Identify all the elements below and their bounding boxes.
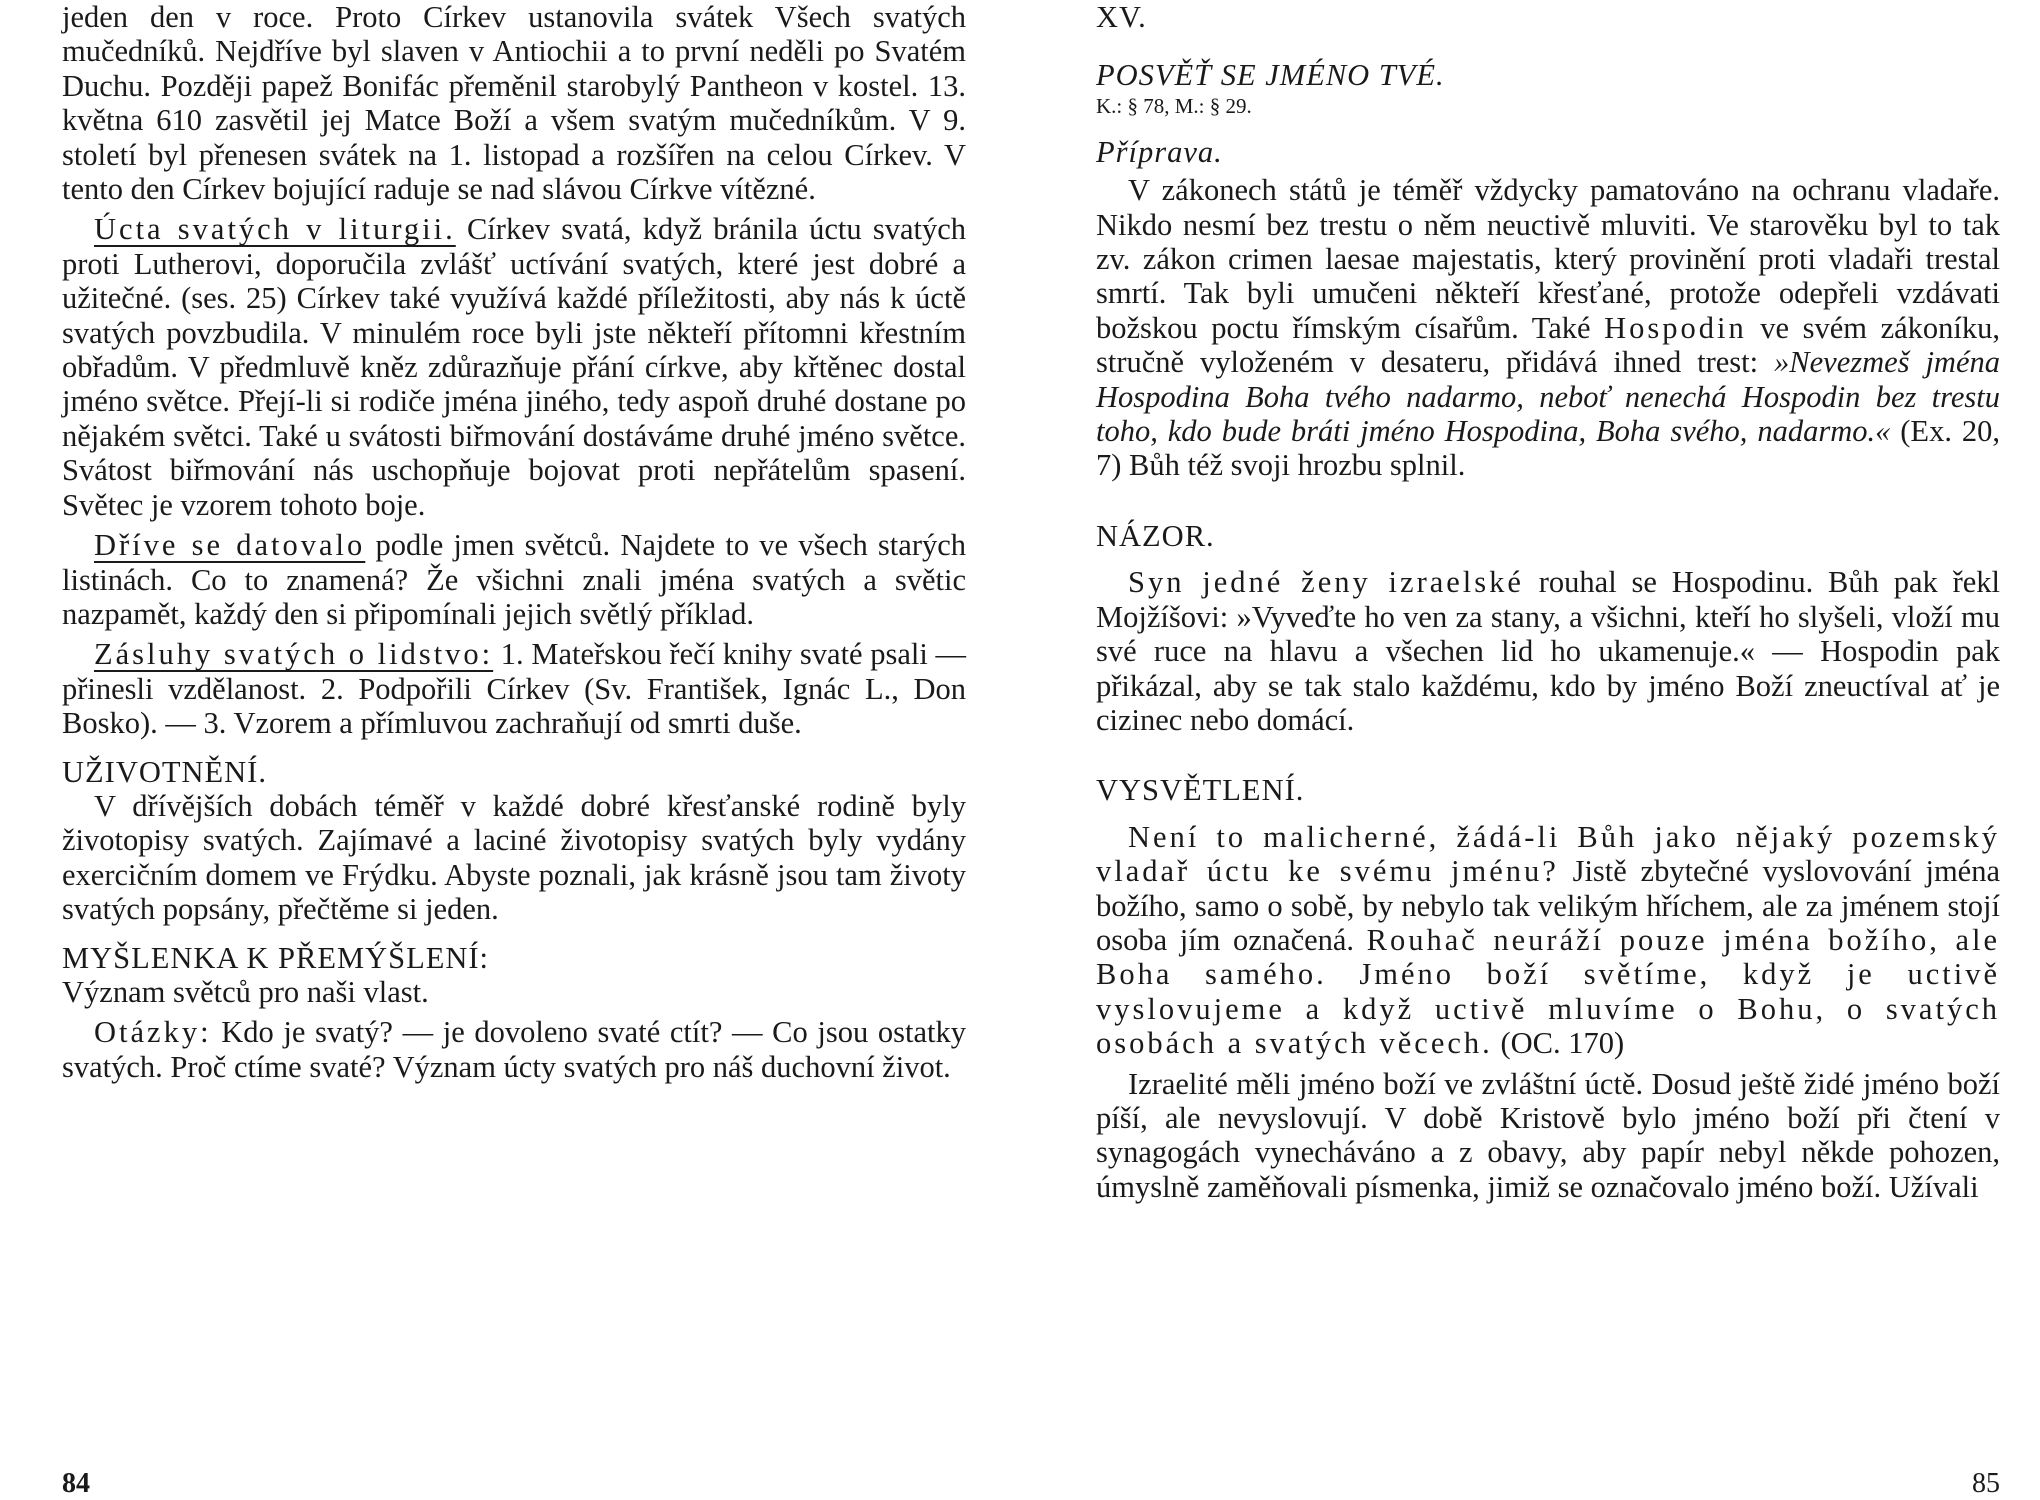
chapter-title: POSVĚŤ SE JMÉNO TVÉ. <box>1096 58 1445 93</box>
intro-paragraph: jeden den v roce. Proto Církev ustanovila svátek Všech svatých mučedníků. Nejdříve byl slaven v Antiochii a to první neděli po Svatém Duchu. Později papež Bonifác přeměnil starobylý Pantheon v kostel. 13. května 610 zasvětil jej Matce Boží a všem svatým mučedníkům. V 9. století byl přenesen svátek na 1. listopad a rozšířen na celou Církev. V tento den Církev bojující raduje se nad slávou Církve vítězné. <box>62 0 966 207</box>
preparation-text-a: V zákonech států je téměř vždycky pamatováno na ochranu vladaře. Nikdo nesmí bez trestu o něm neuctivě mluviti. Ve starověku byl to tak zv. zákon crimen laesae majestatis, který provinění proti vladaři trestal smrtí. Tak byli umučeni někteří křesťané, protože odepřeli vzdávati božskou poctu římským císařům. Také <box>1096 173 2000 345</box>
view-lead: Syn jedné ženy izraelské <box>1128 565 1524 600</box>
explanation-text-a: Jistě zbytečné vyslovování jména božího, samo o sobě, by nebylo tak velikým hříchem, ale za jménem stojí osoba jím označená. <box>1096 854 2000 957</box>
right-page <box>1096 0 2000 1500</box>
left-page-text <box>62 0 966 1084</box>
right-page-text <box>1096 0 2000 1204</box>
page-number-right: 85 <box>1972 1468 2000 1499</box>
preparation-quote: »Nevezmeš jména Hospodina Boha tvého nadarmo, neboť nenechá Hospodin bez trestu toho, kdo bude bráti jméno Hospodina, Boha svého, nadarmo.« <box>1096 345 2000 449</box>
merits-paragraph <box>62 637 966 740</box>
dating-lead: Dříve se datovalo <box>94 528 366 563</box>
explanation-paragraph <box>1096 820 2000 1061</box>
explanation-text-b: (OC. 170) <box>1492 1026 1625 1061</box>
explanation-spaced: Rouhač neuráží pouze jména božího, ale Boha samého. Jméno boží světíme, když je uctivě vyslovujeme a když uctivě mluvíme o Bohu, o svatých osobách a svatých věcech. <box>1096 922 2000 1061</box>
dating-paragraph <box>62 528 966 631</box>
liturgy-paragraph <box>62 212 966 522</box>
merits-body: 1. Mateřskou řečí knihy svaté psali — přinesli vzdělanost. 2. Podpořili Církev (Sv. František, Ignác L., Don Bosko). — 3. Vzorem a přímluvou zachraňují od smrti duše. <box>62 637 966 741</box>
explanation-lead: Není to malicherné, žádá-li Bůh jako nějaký pozemský vladař úctu ke svému jménu? <box>1096 819 2000 889</box>
view-heading: NÁZOR. <box>1096 518 1215 553</box>
preparation-paragraph <box>1096 173 2000 483</box>
questions-paragraph <box>62 1015 966 1084</box>
thought-heading: MYŠLENKA K PŘEMÝŠLENÍ: <box>62 940 490 975</box>
liturgy-body: Církev svatá, když bránila úctu svatých proti Lutherovi, doporučila zvlášť uctívání svatých, které jest dobré a užitečné. (ses. 25) Církev také využívá každé příležitosti, aby nás k úctě svatých povzbudila. V minulém roce byli jste někteří přítomni křestním obřadům. V předmluvě kněz zdůrazňuje přání církve, aby křtěnec dostal jméno světce. Přejí-li si rodiče jména jiného, tedy aspoň druhé dostane po nějakém světci. Také u svátosti biřmování dostáváme druhé jméno světce. Svátost biřmování nás uschopňuje bojovat proti nepřátelům spasení. Světec je vzorem tohoto boje. <box>62 212 967 522</box>
preparation-text-c: (Ex. 20, 7) Bůh též svoji hrozbu splnil. <box>1096 414 2000 483</box>
application-heading: UŽIVOTNĚNÍ. <box>62 754 267 789</box>
view-paragraph <box>1096 565 2000 737</box>
explanation-heading: VYSVĚTLENÍ. <box>1096 773 1305 808</box>
preparation-text-b: ve svém zákoníku, stručně vyloženém v desateru, přidává ihned trest: <box>1096 310 2000 380</box>
page-number-left: 84 <box>62 1468 90 1499</box>
application-paragraph: V dřívějších dobách téměř v každé dobré křesťanské rodině byly životopisy svatých. Zajímavé a laciné životopisy svatých byly vydány exercičním domem ve Frýdku. Abyste poznali, jak krásně jsou tam životy svatých popsány, přečtěme si jeden. <box>62 788 966 927</box>
left-page <box>62 0 966 1500</box>
merits-lead: Zásluhy svatých o lidstvo: <box>94 637 494 672</box>
preparation-heading: Příprava. <box>1096 134 1223 169</box>
questions-lead: Otázky: <box>94 1015 212 1050</box>
chapter-number: XV. <box>1096 0 1147 34</box>
liturgy-lead: Úcta svatých v liturgii. <box>94 212 456 247</box>
dating-body: podle jmen světců. Najdete to ve všech starých listinách. Co to znamená? Že všichni znali jména svatých a světic nazpamět, každý den si připomínali jejich světlý příklad. <box>62 528 967 631</box>
questions-body: Kdo je svatý? — je dovoleno svaté ctít? — Co jsou ostatky svatých. Proč ctíme svaté? Význam úcty svatých pro náš duchovní život. <box>62 1015 966 1084</box>
preparation-lord: Hospodin <box>1604 310 1747 345</box>
israelites-paragraph: Izraelité měli jméno boží ve zvláštní úctě. Dosud ještě židé jméno boží píší, ale nevyslovují. V době Kristově bylo jméno boží při čtení v synagogách vynecháváno a z obavy, aby papír nebyl někde pohozen, úmyslně zaměňovali písmenka, jimiž se označovalo jméno boží. Užívali <box>1096 1066 2000 1204</box>
chapter-references: K.: § 78, M.: § 29. <box>1096 93 1252 118</box>
thought-paragraph: Význam světců pro naši vlast. <box>62 974 429 1009</box>
view-body: rouhal se Hospodinu. Bůh pak řekl Mojžíšovi: »Vyveďte ho ven za stany, a všichni, kteří ho slyšeli, vloží mu své ruce na hlavu a všechen lid ho ukamenuje.« — Hospodin pak přikázal, aby se tak stalo každému, kdo by jméno Boží zneuctíval ať je cizinec nebo domácí. <box>1096 565 2000 737</box>
